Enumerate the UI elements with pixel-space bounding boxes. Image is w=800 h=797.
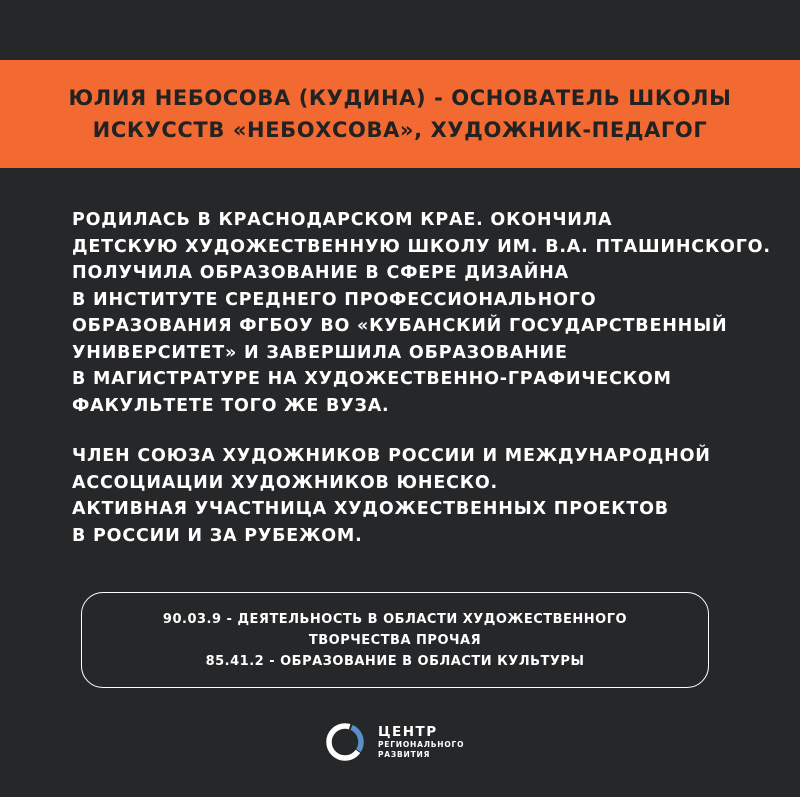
logo-text	[378, 725, 464, 760]
bio-line: В ИНСТИТУТЕ СРЕДНЕГО ПРОФЕССИОНАЛЬНОГО	[72, 289, 597, 310]
logo-title: ЦЕНТР	[378, 723, 438, 740]
bio-paragraph-education	[72, 207, 771, 419]
activity-code-line: 85.41.2 - ОБРАЗОВАНИЕ В ОБЛАСТИ КУЛЬТУРЫ	[205, 653, 585, 669]
activity-code-line: ТВОРЧЕСТВА ПРОЧАЯ	[308, 632, 482, 648]
bio-line: В РОССИИ И ЗА РУБЕЖОМ.	[72, 525, 363, 546]
bio-line: РОДИЛАСЬ В КРАСНОДАРСКОМ КРАЕ. ОКОНЧИЛА	[72, 210, 613, 230]
bio-line: АССОЦИАЦИИ ХУДОЖНИКОВ ЮНЕСКО.	[72, 472, 498, 493]
title-line-1: ЮЛИЯ НЕБОСОВА (КУДИНА) - ОСНОВАТЕЛЬ ШКОЛЫ	[68, 86, 732, 110]
logo-subtitle-2: РАЗВИТИЯ	[378, 749, 431, 759]
bio-paragraph-membership	[72, 443, 762, 549]
bio-line: УНИВЕРСИТЕТ» И ЗАВЕРШИЛА ОБРАЗОВАНИЕ	[72, 342, 568, 363]
biography	[72, 207, 771, 573]
bio-line: ОБРАЗОВАНИЯ ФГБОУ ВО «КУБАНСКИЙ ГОСУДАРСТВЕННЫЙ	[72, 316, 728, 336]
bio-line: ПОЛУЧИЛА ОБРАЗОВАНИЕ В СФЕРЕ ДИЗАЙНА	[72, 263, 569, 283]
bio-line: ФАКУЛЬТЕТЕ ТОГО ЖЕ ВУЗА.	[72, 395, 390, 416]
bio-line: ЧЛЕН СОЮЗА ХУДОЖНИКОВ РОССИИ И МЕЖДУНАРОДНОЙ	[72, 446, 711, 466]
bio-line: АКТИВНАЯ УЧАСТНИЦА ХУДОЖЕСТВЕННЫХ ПРОЕКТОВ	[72, 499, 669, 519]
bio-line: В МАГИСТРАТУРЕ НА ХУДОЖЕСТВЕННО-ГРАФИЧЕСКОМ	[72, 369, 672, 389]
activity-codes-box	[81, 592, 709, 688]
ring-logo-icon	[322, 719, 368, 765]
bio-line: ДЕТСКУЮ ХУДОЖЕСТВЕННУЮ ШКОЛУ ИМ. В.А. ПТАШИНСКОГО.	[72, 236, 771, 257]
title-banner	[0, 60, 800, 168]
activity-code-line: 90.03.9 - ДЕЯТЕЛЬНОСТЬ В ОБЛАСТИ ХУДОЖЕСТВЕННОГО	[162, 611, 628, 627]
title-line-2: ИСКУССТВ «НЕБОXСОВА», ХУДОЖНИК-ПЕДАГОГ	[92, 118, 708, 142]
logo-subtitle-1: РЕГИОНАЛЬНОГО	[378, 739, 465, 749]
center-logo	[322, 719, 464, 765]
